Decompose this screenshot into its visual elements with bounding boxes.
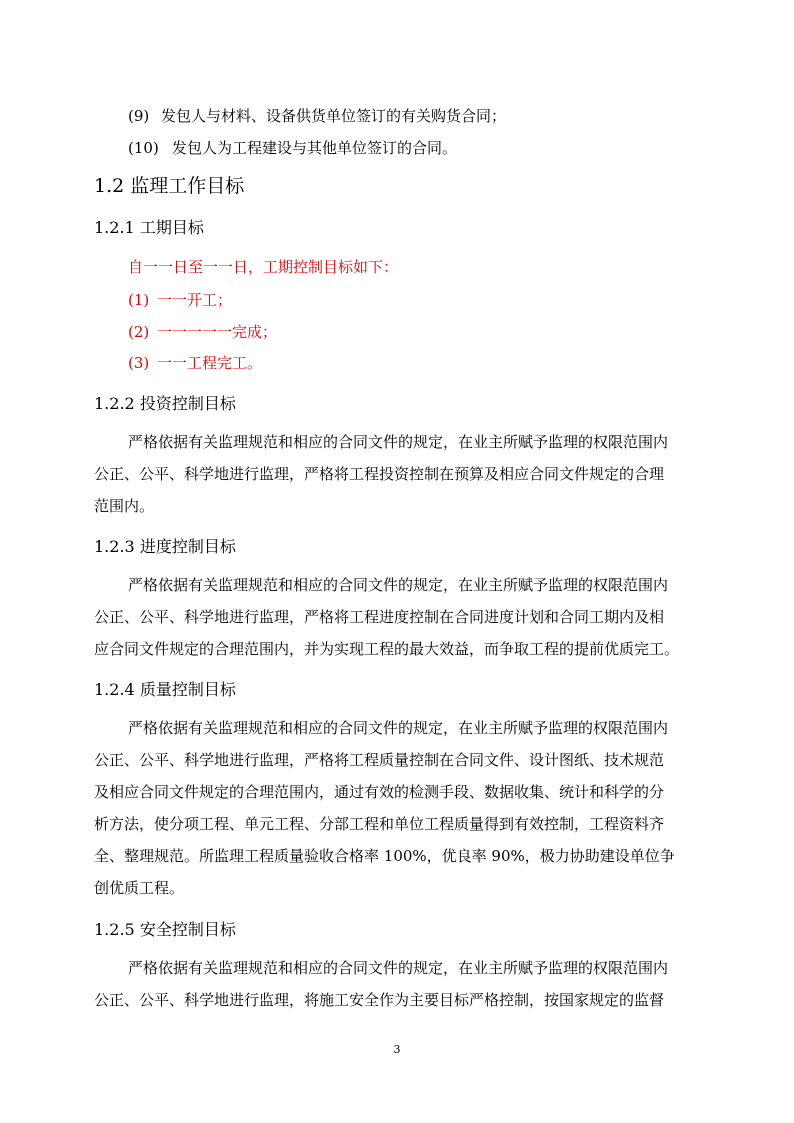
subsection-number: 1.2.3: [94, 537, 135, 556]
paragraph-line: 公正、公平、科学地进行监理，将施工安全作为主要目标严格控制，按国家规定的监督: [94, 991, 665, 1009]
paragraph-line: 范围内。: [94, 497, 155, 515]
subsection-title: 工期目标: [139, 218, 204, 237]
paragraph-line: 公正、公平、科学地进行监理，严格将工程投资控制在预算及相应合同文件规定的合理: [94, 465, 665, 483]
schedule-item-text: 一一开工；: [157, 291, 233, 309]
schedule-item-number: (1): [128, 291, 150, 309]
paragraph-line: 严格依据有关监理规范和相应的合同文件的规定，在业主所赋予监理的权限范围内: [128, 576, 669, 594]
schedule-item: [128, 322, 277, 342]
list-item: [128, 138, 457, 158]
list-item-text: 发包人为工程建设与其他单位签订的合同。: [172, 139, 458, 157]
subsection-title: 质量控制目标: [139, 680, 236, 699]
schedule-item: [128, 353, 262, 373]
subsection-number: 1.2.4: [94, 680, 135, 699]
paragraph-line: 严格依据有关监理规范和相应的合同文件的规定，在业主所赋予监理的权限范围内: [128, 719, 669, 737]
schedule-intro: 自一一日至一一日，工期控制目标如下：: [128, 258, 399, 276]
section-number: 1.2: [94, 175, 125, 197]
subsection-title: 安全控制目标: [139, 920, 236, 939]
paragraph-line: 应合同文件规定的合理范围内，并为实现工程的最大效益，而争取工程的提前优质完工。: [94, 640, 680, 658]
schedule-item-text: 一一一一一完成；: [157, 323, 278, 341]
list-item: [128, 106, 506, 126]
subsection-title: 进度控制目标: [139, 537, 236, 556]
paragraph-line: 严格依据有关监理规范和相应的合同文件的规定，在业主所赋予监理的权限范围内: [128, 433, 669, 451]
subsection-heading-progress: [94, 537, 236, 557]
list-item-number: (10): [128, 139, 159, 157]
list-item-text: 发包人与材料、设备供货单位签订的有关购货合同；: [161, 107, 507, 125]
page-number: 3: [393, 1043, 401, 1056]
schedule-item: [128, 290, 232, 310]
paragraph-line: 析方法，使分项工程、单元工程、分部工程和单位工程质量得到有效控制，工程资料齐: [94, 815, 665, 833]
paragraph-line: 公正、公平、科学地进行监理，严格将工程质量控制在合同文件、设计图纸、技术规范: [94, 751, 665, 769]
paragraph-line: 全、整理规范。所监理工程质量验收合格率 100%，优良率 90%，极力协助建设单位争: [94, 847, 675, 865]
schedule-item-text: 一一工程完工。: [157, 354, 263, 372]
list-item-number: (9): [128, 107, 150, 125]
subsection-number: 1.2.2: [94, 394, 135, 413]
subsection-heading-investment: [94, 394, 236, 414]
schedule-item-number: (2): [128, 323, 150, 341]
paragraph-line: 及相应合同文件规定的合理范围内，通过有效的检测手段、数据收集、统计和科学的分: [94, 783, 665, 801]
paragraph-line: 公正、公平、科学地进行监理，严格将工程进度控制在合同进度计划和合同工期内及相: [94, 608, 665, 626]
subsection-heading-schedule: [94, 218, 204, 238]
schedule-item-number: (3): [128, 354, 150, 372]
paragraph-line: 创优质工程。: [94, 879, 185, 897]
subsection-heading-safety: [94, 920, 236, 940]
section-heading: [94, 174, 244, 198]
paragraph-line: 严格依据有关监理规范和相应的合同文件的规定，在业主所赋予监理的权限范围内: [128, 959, 669, 977]
section-title: 监理工作目标: [130, 175, 245, 197]
subsection-number: 1.2.1: [94, 218, 135, 237]
subsection-title: 投资控制目标: [139, 394, 236, 413]
subsection-heading-quality: [94, 680, 236, 700]
subsection-number: 1.2.5: [94, 920, 135, 939]
